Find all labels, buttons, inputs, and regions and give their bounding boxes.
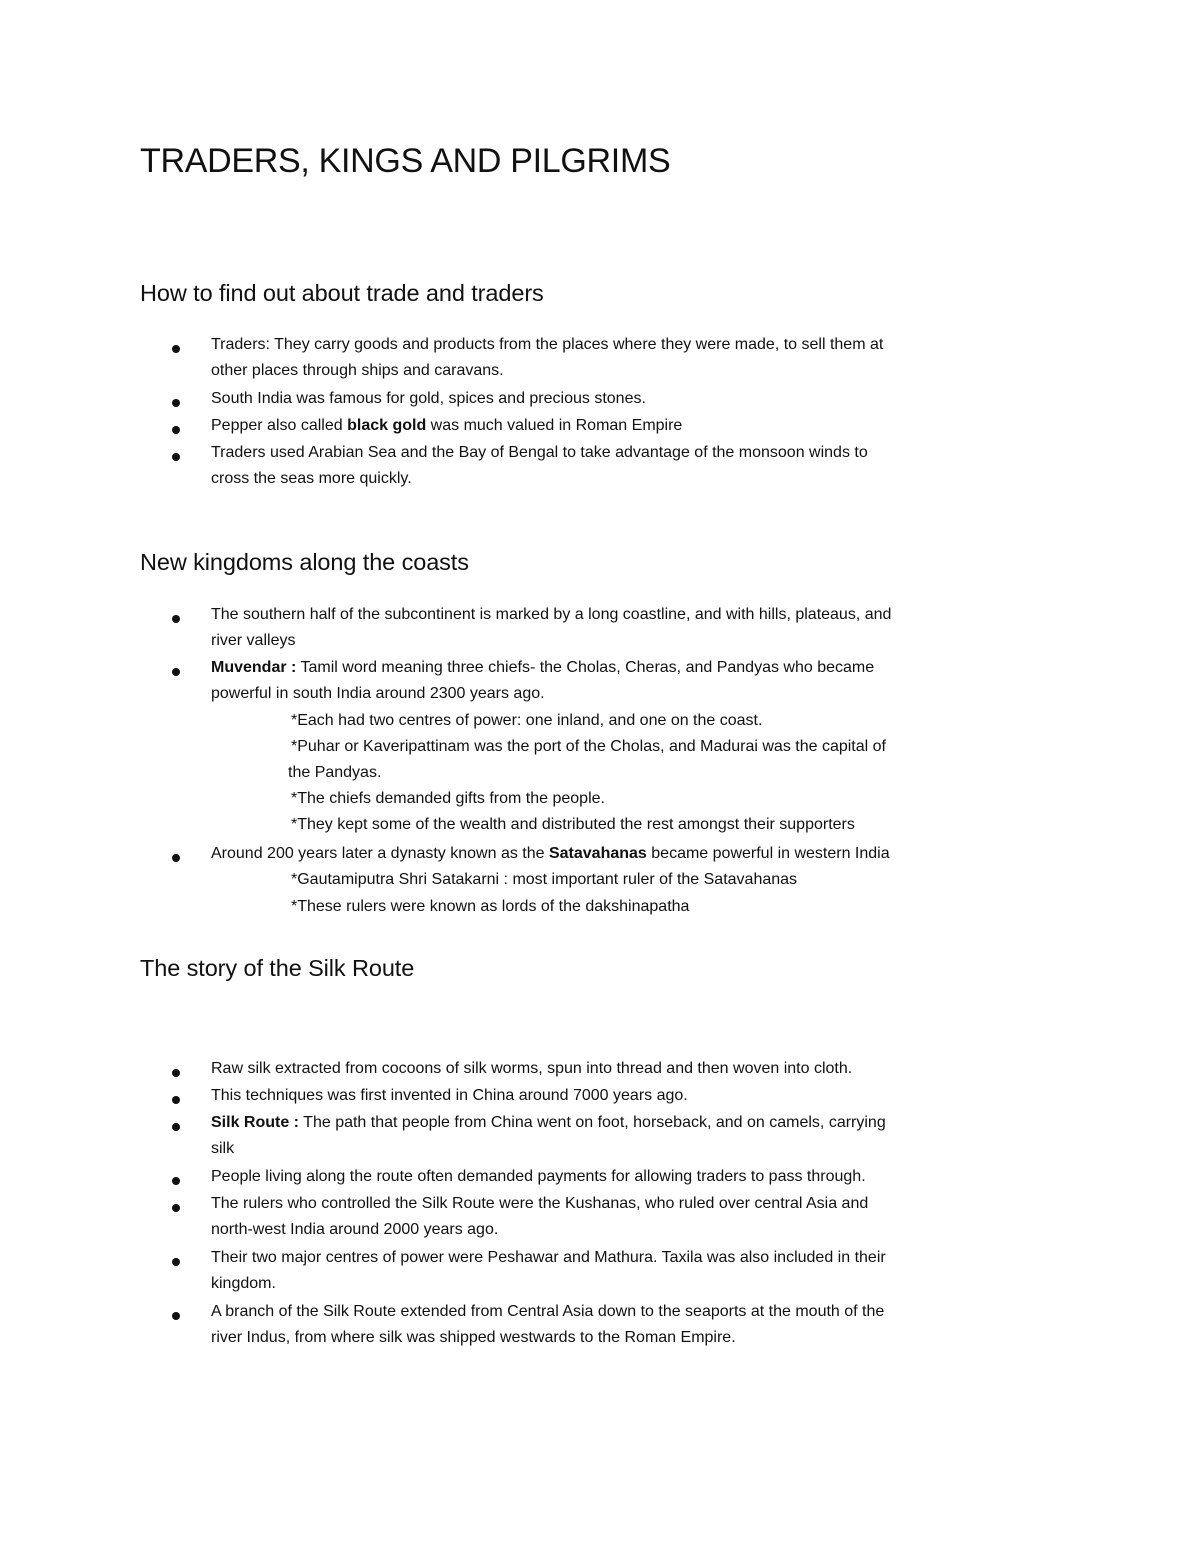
document-title: TRADERS, KINGS AND PILGRIMS — [140, 142, 671, 180]
note-text: *Gautamiputra Shri Satakarni : most important ruler of the Satavahanas — [291, 871, 798, 888]
bullet-icon — [172, 453, 180, 461]
list-item-text: north-west India around 2000 years ago. — [211, 1221, 499, 1238]
note-text: the Pandyas. — [288, 764, 382, 781]
bullet-icon — [172, 1312, 180, 1320]
bullet-icon — [172, 426, 180, 434]
list-item-text: river valleys — [211, 632, 296, 649]
list-item-text: South India was famous for gold, spices and precious stones. — [211, 390, 646, 407]
bold-term: Muvendar : — [211, 659, 297, 676]
list-item-text: Muvendar : Tamil word meaning three chiefs- the Cholas, Cheras, and Pandyas who became — [211, 659, 875, 676]
note-text: *They kept some of the wealth and distributed the rest amongst their supporters — [291, 816, 855, 833]
list-item-text: This techniques was first invented in China around 7000 years ago. — [211, 1087, 688, 1104]
list-item-text: other places through ships and caravans. — [211, 362, 504, 379]
note-text: *Puhar or Kaveripattinam was the port of the Cholas, and Madurai was the capital of — [291, 738, 886, 755]
list-item-text: kingdom. — [211, 1275, 276, 1292]
section-heading-silk-route: The story of the Silk Route — [140, 955, 415, 981]
list-item-text: Their two major centres of power were Peshawar and Mathura. Taxila was also included in their — [211, 1249, 886, 1266]
bullet-icon — [172, 668, 180, 676]
list-item-text: silk — [211, 1140, 235, 1157]
bullet-icon — [172, 1258, 180, 1266]
bold-term: Satavahanas — [548, 845, 647, 862]
bullet-icon — [172, 1069, 180, 1077]
list-item-text: cross the seas more quickly. — [211, 470, 412, 487]
note-text: *These rulers were known as lords of the dakshinapatha — [291, 898, 690, 915]
bullet-icon — [172, 1096, 180, 1104]
note-text: *Each had two centres of power: one inland, and one on the coast. — [291, 712, 763, 729]
list-item-text: powerful in south India around 2300 years ago. — [211, 685, 545, 702]
bullet-icon — [172, 345, 180, 353]
bullet-icon — [172, 615, 180, 623]
bullet-icon — [172, 1123, 180, 1131]
list-item-text: Around 200 years later a dynasty known as the Satavahanas became powerful in western India — [211, 845, 890, 862]
bullet-icon — [172, 399, 180, 407]
list-item-text: A branch of the Silk Route extended from Central Asia down to the seaports at the mouth of the — [211, 1303, 885, 1320]
list-item-text: Raw silk extracted from cocoons of silk worms, spun into thread and then woven into cloth. — [211, 1060, 853, 1077]
list-item-text: The rulers who controlled the Silk Route were the Kushanas, who ruled over central Asia and — [211, 1195, 869, 1212]
list-item-text: People living along the route often demanded payments for allowing traders to pass through. — [211, 1168, 866, 1185]
list-item-text: Traders: They carry goods and products from the places where they were made, to sell them at — [211, 336, 884, 353]
section-heading-trade: How to find out about trade and traders — [140, 280, 544, 306]
list-item-text: The southern half of the subcontinent is marked by a long coastline, and with hills, plateaus, and — [211, 606, 892, 623]
bullet-icon — [172, 1177, 180, 1185]
section-heading-kingdoms: New kingdoms along the coasts — [140, 549, 469, 575]
bold-term: Silk Route : — [211, 1114, 300, 1131]
list-item-text: Pepper also called black gold was much valued in Roman Empire — [211, 417, 683, 434]
list-item-text: Silk Route : The path that people from China went on foot, horseback, and on camels, carrying — [211, 1114, 886, 1131]
list-item-text: river Indus, from where silk was shipped westwards to the Roman Empire. — [211, 1329, 736, 1346]
bullet-icon — [172, 1204, 180, 1212]
bold-term: black gold — [347, 417, 427, 434]
bullet-icon — [172, 854, 180, 862]
note-text: *The chiefs demanded gifts from the people. — [291, 790, 605, 807]
list-item-text: Traders used Arabian Sea and the Bay of Bengal to take advantage of the monsoon winds to — [211, 444, 868, 461]
